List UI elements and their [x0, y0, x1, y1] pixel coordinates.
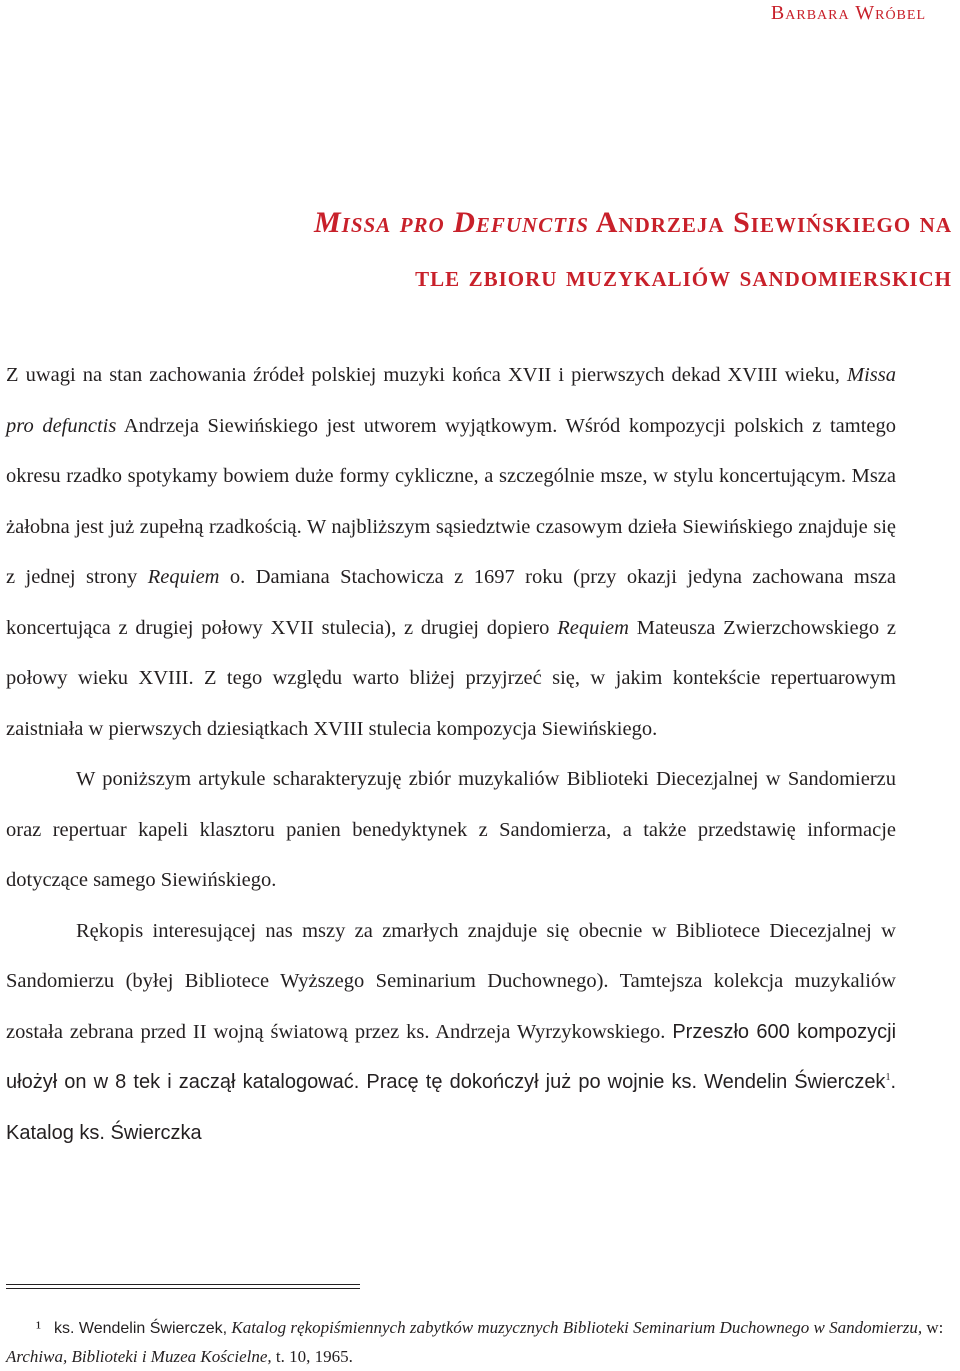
title-italic-part: Missa pro Defunctis [313, 206, 589, 239]
running-header-author: Barbara Wróbel [770, 2, 926, 24]
article-body [6, 350, 896, 1158]
footnote-separator [6, 1284, 360, 1289]
footnote-number: ¹ [36, 1318, 42, 1337]
paragraph-2: W poniższym artykule scharakteryzuję zbiór muzykaliów Biblioteki Diecezjalnej w Sandomierzu oraz repertuar kapeli klasztoru panien benedyktynek z Sandomierza, a także przedstawię informacje dotyczące samego Siewińskiego. [6, 768, 896, 891]
title-line1-rest: Andrzeja Siewińskiego na [588, 206, 952, 239]
paragraph-1: Z uwagi na stan zachowania źródeł polskiej muzyki końca XVII i pierwszych dekad XVIII wieku, Missa pro defunctis Andrzeja Siewińskiego jest utworem wyjątkowym. Wśród kompozycji polskich z tamtego okresu rzadko spotykamy bowiem duże formy cykliczne, a szczególnie msze, w stylu koncertującym. Msza żałobna jest już zupełną rzadkością. W najbliższym sąsiedztwie czasowym dzieła Siewińskiego znajduje się z jednej strony Requiem o. Damiana Stachowicza z 1697 roku (przy okazji jedyna zachowana msza koncertująca z drugiej połowy XVII stulecia), z drugiej dopiero Requiem Mateusza Zwierzchowskiego z połowy wieku XVIII. Z tego względu warto bliżej przyjrzeć się, w jakim kontekście repertuarowym zaistniała w pierwszych dziesiątkach XVIII stulecia kompozycja Siewińskiego. [6, 364, 897, 740]
footnote-1: ¹ ks. Wendelin Świerczek, Katalog rękopiśmiennych zabytków muzycznych Biblioteki Seminarium Duchownego w Sandomierzu, w: Archiwa, Biblioteki i Muzea Kościelne, t. 10, 1965. [6, 1314, 956, 1371]
article-title [12, 196, 952, 304]
title-line2: tle zbioru muzykaliów sandomierskich [415, 260, 952, 293]
footnote-reference[interactable]: 1 [885, 1072, 891, 1084]
paragraph-3: Rękopis interesującej nas mszy za zmarłych znajduje się obecnie w Bibliotece Diecezjalnej w Sandomierzu (byłej Bibliotece Wyższego Seminarium Duchownego). Tamtejsza kolekcja muzykaliów została zebrana przed II wojną światową przez ks. Andrzeja Wyrzykowskiego. Przeszło 600 kompozycji ułożył on w 8 tek i zaczął katalogować. Pracę tę dokończył już po wojnie ks. Wendelin Świerczek$^1$. Katalog ks. Świerczka [6, 919, 897, 1144]
